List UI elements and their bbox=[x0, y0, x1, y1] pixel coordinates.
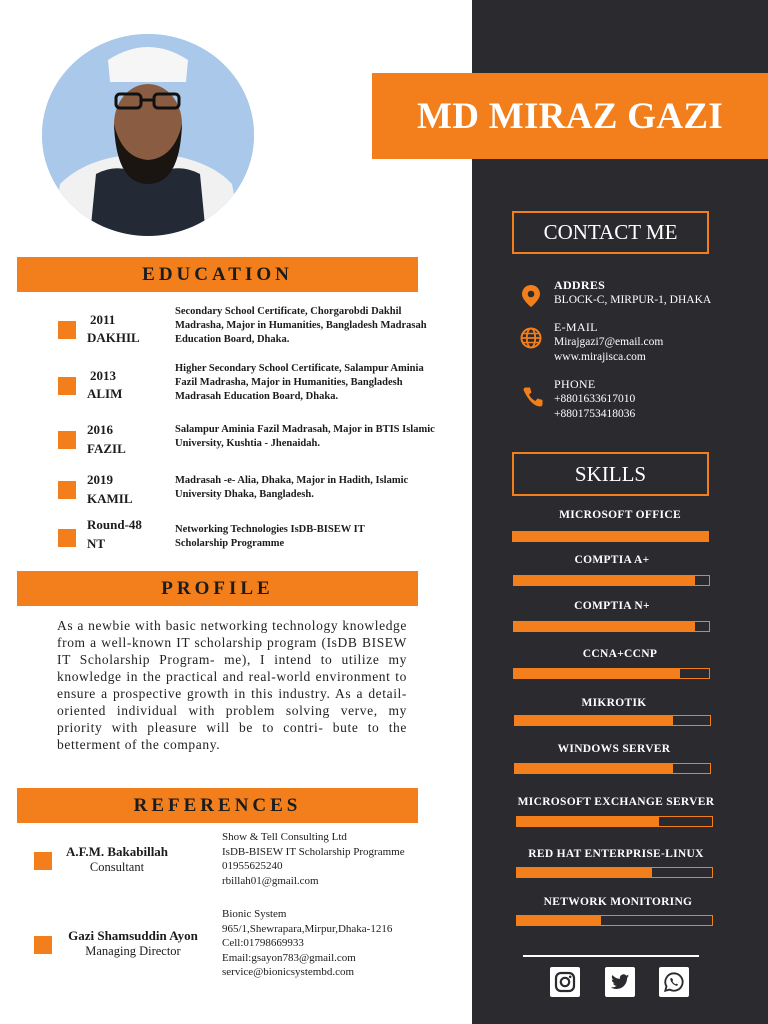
reference-item bbox=[57, 844, 177, 875]
skill-bar bbox=[516, 915, 713, 926]
bullet-square bbox=[34, 852, 52, 870]
profile-text: As a newbie with basic networking technology knowledge from a well-known IT scholarship program (IsDB BISEW IT Scholarship Program- me), I intend to utilize my knowledge in the practical and real-world environment to ensure a prospective growth in this industry. As a detail-oriented individual with problem solving verve, my priority with pleasure will be to contri- bute to the betterment of the company. bbox=[57, 618, 407, 752]
phone-label: PHONE bbox=[554, 377, 596, 391]
reference-email: rbillah01@gmail.com bbox=[222, 874, 319, 887]
education-heading-text: EDUCATION bbox=[142, 263, 293, 285]
skill-bar bbox=[516, 816, 713, 827]
bullet-square bbox=[58, 377, 76, 395]
bullet-square bbox=[58, 431, 76, 449]
phone-icon bbox=[522, 386, 544, 413]
edu-degree: KAMIL bbox=[87, 491, 133, 506]
contact-heading-text: CONTACT ME bbox=[543, 220, 678, 244]
edu-year: 2019 bbox=[87, 472, 113, 487]
skill-name: MICROSOFT OFFICE bbox=[559, 509, 681, 521]
skill-bar-fill bbox=[513, 532, 708, 541]
edu-description: Secondary School Certificate, Chorgarobdi Dakhil Madrasha, Major in Humanities, Bangladesh Madrasah Education Board, Dhaka. bbox=[175, 306, 427, 345]
references-heading bbox=[17, 788, 418, 823]
whatsapp-icon[interactable] bbox=[659, 967, 689, 997]
contact-heading bbox=[512, 211, 709, 254]
contact-phone bbox=[554, 377, 635, 421]
skill-bar-fill bbox=[514, 669, 680, 678]
skill-bar-fill bbox=[515, 764, 673, 773]
skill-bar bbox=[514, 763, 711, 774]
reference-phone: 01955625240 bbox=[222, 860, 283, 872]
full-name: MD MIRAZ GAZI bbox=[416, 95, 724, 137]
skills-heading-text: SKILLS bbox=[574, 461, 647, 486]
skill-name: CCNA+CCNP bbox=[582, 648, 658, 660]
skill-bar-fill bbox=[515, 716, 673, 725]
profile-heading-text: PROFILE bbox=[161, 577, 274, 599]
edu-year: Round-48 bbox=[87, 517, 142, 532]
reference-company: Bionic System bbox=[222, 908, 287, 920]
skill-bar-fill bbox=[517, 817, 659, 826]
skills-heading bbox=[512, 452, 709, 496]
edu-description: Higher Secondary School Certificate, Salampur Aminia Fazil Madrasha, Major in Humanities, Bangladesh Madrasah Education Board, Dhaka. bbox=[175, 363, 424, 402]
instagram-icon[interactable] bbox=[550, 967, 580, 997]
bullet-square bbox=[34, 936, 52, 954]
skill-name: WINDOWS SERVER bbox=[557, 743, 671, 755]
skill-bar-fill bbox=[517, 916, 601, 925]
phone-value-2: +8801753418036 bbox=[554, 407, 636, 420]
reference-program: IsDB-BISEW IT Scholarship Programme bbox=[222, 845, 405, 858]
skill-bar-fill bbox=[514, 576, 695, 585]
reference-email-2: service@bionicsystembd.com bbox=[222, 966, 355, 978]
address-label: ADDRES bbox=[554, 278, 606, 292]
edu-degree: DAKHIL bbox=[87, 330, 140, 345]
bullet-square bbox=[58, 321, 76, 339]
skill-bar bbox=[513, 575, 710, 586]
profile-heading bbox=[17, 571, 418, 606]
skill-bar-fill bbox=[517, 868, 652, 877]
skill-bar bbox=[514, 715, 711, 726]
edu-degree: FAZIL bbox=[87, 441, 126, 456]
reference-role: Consultant bbox=[89, 860, 145, 874]
globe-icon bbox=[520, 327, 542, 354]
bullet-square bbox=[58, 529, 76, 547]
profile-photo bbox=[42, 34, 254, 236]
skill-bar bbox=[512, 531, 709, 542]
skill-name: COMPTIA N+ bbox=[574, 600, 650, 612]
name-banner bbox=[372, 73, 768, 159]
phone-value-1: +8801633617010 bbox=[554, 393, 636, 405]
bullet-square bbox=[58, 481, 76, 499]
reference-name: A.F.M. Bakabillah bbox=[65, 844, 169, 859]
edu-description: Salampur Aminia Fazil Madrasah, Major in BTIS Islamic University, Kushtia - Jhenaidah. bbox=[175, 424, 435, 449]
divider bbox=[523, 955, 699, 957]
edu-degree: NT bbox=[87, 536, 106, 551]
edu-degree: ALIM bbox=[87, 386, 123, 401]
reference-details bbox=[222, 907, 392, 980]
reference-details bbox=[222, 830, 405, 888]
edu-description: Networking Technologies IsDB-BISEW IT Scholarship Programme bbox=[175, 524, 365, 549]
address-value: BLOCK-C, MIRPUR-1, DHAKA bbox=[554, 294, 712, 306]
skill-bar bbox=[516, 867, 713, 878]
reference-phone: Cell:01798669933 bbox=[222, 937, 304, 949]
edu-year: 2013 bbox=[90, 368, 116, 383]
contact-email bbox=[554, 320, 663, 364]
website-value[interactable]: www.mirajisca.com bbox=[554, 350, 646, 363]
skill-bar-fill bbox=[514, 622, 695, 631]
edu-year: 2016 bbox=[87, 422, 113, 437]
education-heading bbox=[17, 257, 418, 292]
skill-name: NETWORK MONITORING bbox=[543, 896, 693, 908]
twitter-icon[interactable] bbox=[605, 967, 635, 997]
references-heading-text: REFERENCES bbox=[133, 794, 302, 816]
reference-email: Email:gsayon783@gmail.com bbox=[222, 951, 356, 964]
edu-description: Madrasah -e- Alia, Dhaka, Major in Hadith, Islamic University Dhaka, Bangladesh. bbox=[175, 475, 409, 500]
contact-address bbox=[554, 278, 711, 308]
skill-bar bbox=[513, 668, 710, 679]
email-value[interactable]: Mirajgazi7@email.com bbox=[554, 336, 664, 348]
reference-role: Managing Director bbox=[85, 944, 181, 958]
reference-name: Gazi Shamsuddin Ayon bbox=[68, 928, 198, 943]
location-pin-icon bbox=[520, 284, 542, 313]
skill-name: COMPTIA A+ bbox=[574, 554, 650, 566]
reference-item bbox=[57, 928, 209, 959]
edu-year: 2011 bbox=[90, 312, 116, 327]
skill-bar bbox=[513, 621, 710, 632]
skill-name: MICROSOFT EXCHANGE SERVER bbox=[517, 796, 715, 808]
skill-name: RED HAT ENTERPRISE-LINUX bbox=[528, 848, 704, 860]
email-label: E-MAIL bbox=[554, 320, 598, 334]
reference-company: Show & Tell Consulting Ltd bbox=[222, 831, 347, 843]
reference-address: 965/1,Shewrapara,Mirpur,Dhaka-1216 bbox=[222, 922, 393, 935]
skill-name: MIKROTIK bbox=[581, 697, 647, 709]
